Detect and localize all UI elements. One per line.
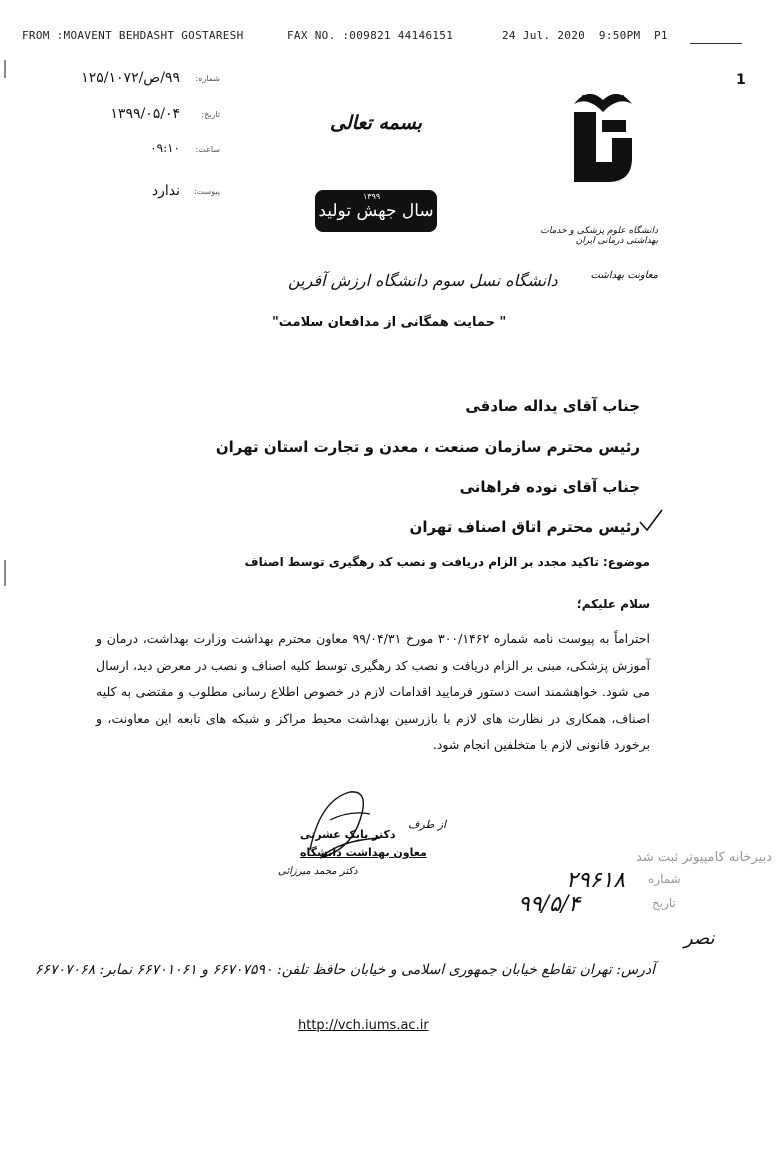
registry-date-label: تاریخ [652, 896, 676, 910]
letter-attachment-value: ندارد [151, 183, 180, 199]
signer-name: دکتر بابک عشرتی [300, 828, 396, 841]
letter-body: احتراماً به پیوست نامه شماره ۳۰۰/۱۴۶۲ مورخ ۹۹/۰۴/۳۱ معاون محترم بهداشت وزارت بهداشت، درمان و آموزش پزشکی، مبنی بر الزام دریافت و نصب کد رهگیری توسط کلیه اصناف و نصب در معرض دید، ارسال می شود. خواهشمند است دستور فرمایید اقدامات لازم در خصوص اطلاع رسانی مطلوب و مقتضی به کلیه اصناف، همکاری در نظارت های لازم با بازرسین بهداشت محیط مراکز و شبکه های تابعه این معاونت، و برخورد قانونی لازم با متخلفین انجام شود. [96, 631, 650, 752]
addressee-1: جناب آقای یداله صادقی [465, 397, 640, 415]
letter-time-value: ۰۹:۱۰ [150, 141, 180, 155]
fax-page: P1 [654, 29, 668, 42]
fax-header-rule [690, 43, 742, 44]
letter-date-label: تاریخ: [201, 110, 220, 119]
addressee-2: رئیس محترم سازمان صنعت ، معدن و تجارت استان تهران [215, 438, 640, 456]
university-slogan: دانشگاه نسل سوم دانشگاه ارزش آفرین [288, 271, 558, 290]
banner-year: ۱۳۹۹ [363, 192, 381, 201]
fax-datetime: 24 Jul. 2020 9:50PM [502, 29, 641, 42]
registry-stamp-text: دبیرخانه کامپیوتر ثبت شد [636, 850, 772, 865]
letter-subject: موضوع: تاکید مجدد بر الزام دریافت و نصب کد رهگیری توسط اصناف [244, 555, 650, 569]
letter-time [80, 141, 220, 163]
letter-number-label: شماره: [195, 74, 220, 83]
banner-text: سال جهش تولید [318, 201, 434, 221]
scan-edge-mark [4, 60, 6, 78]
letter-date [80, 106, 220, 128]
letter-attachment [80, 183, 220, 205]
fax-from: FROM :MOAVENT BEHDASHT GOSTARESH [22, 29, 244, 42]
registry-number: ۲۹۶۱۸ [566, 868, 626, 893]
letter-time-label: ساعت: [195, 145, 220, 154]
handwritten-note: نصر [684, 928, 715, 949]
footer-address: آدرس: تهران تقاطع خیابان جمهوری اسلامی و خیابان حافظ تلفن: ۶۶۷۰۷۵۹۰ و ۶۶۷۰۱۰۶۱ نمابر: ۶۶۷۰۷۰۶۸ [34, 962, 655, 978]
scan-edge-mark [4, 560, 6, 586]
page-marker: 1 [736, 72, 746, 88]
department-name: معاونت بهداشت [590, 270, 658, 281]
registry-number-label: شماره [648, 872, 681, 886]
signature-from-label: از طرف [408, 818, 447, 831]
secondary-signer: دکتر محمد میرزائی [278, 866, 358, 877]
fax-number: FAX NO. :009821 44146151 [287, 29, 454, 42]
signer-title: معاون بهداشت دانشگاه [300, 846, 427, 859]
health-slogan: " حمایت همگانی از مدافعان سلامت" [272, 315, 507, 330]
website-link[interactable]: http://vch.iums.ac.ir [298, 1018, 429, 1033]
addressee-3: جناب آقای نوده فراهانی [459, 478, 640, 496]
bismillah-heading: بسمه تعالی [330, 112, 422, 134]
university-logo-icon [568, 82, 638, 190]
year-banner [315, 190, 437, 232]
university-name: دانشگاه علوم پزشکی و خدمات بهداشتی درمانی ایران [540, 226, 658, 246]
letter-date-value: ۱۳۹۹/۰۵/۰۴ [110, 106, 180, 122]
letter-greeting: سلام علیکم؛ [576, 597, 650, 611]
checkmark-icon [638, 508, 664, 532]
registry-date: ۹۹/۵/۴ [518, 892, 581, 917]
letter-attachment-label: پیوست: [193, 187, 220, 196]
letter-number-value: ۹۹/ص/۱۲۵/۱۰۷۲ [81, 70, 180, 86]
letter-number [80, 70, 220, 92]
addressee-4: رئیس محترم اتاق اصناف تهران [409, 518, 640, 536]
